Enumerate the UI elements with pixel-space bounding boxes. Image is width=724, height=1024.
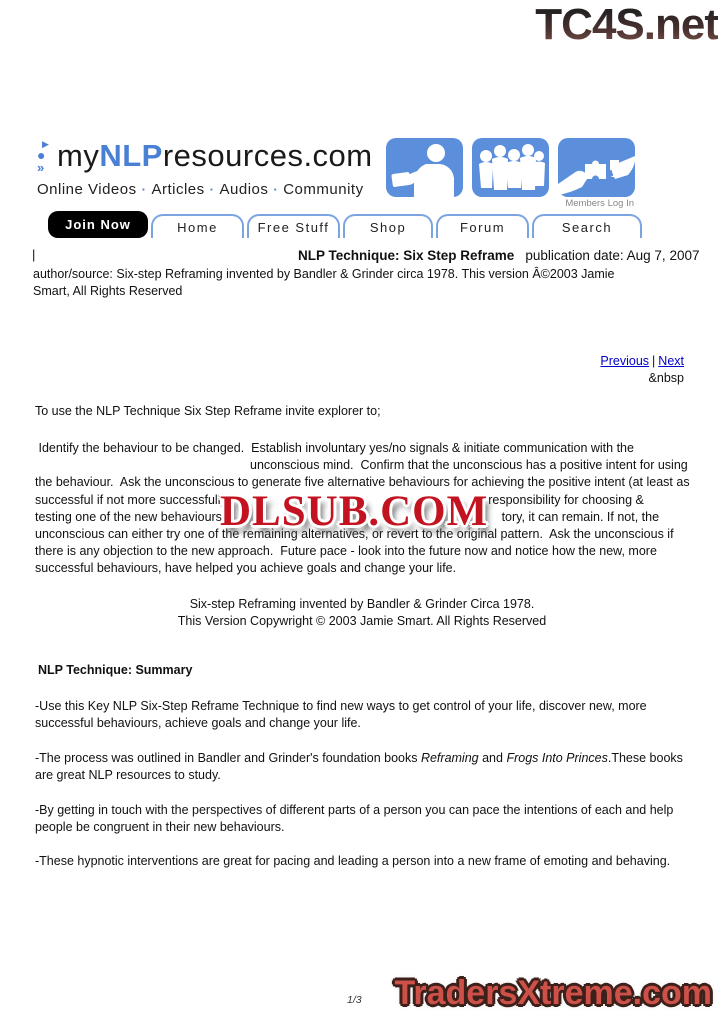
body-line: successful if not more successfully responsibility for choosing & <box>35 492 644 507</box>
summary-paragraph-2: -The process was outlined in Bandler and Grinder's foundation books Reframing and Frogs Into Princes.These books are great NLP resources to study. <box>35 751 683 783</box>
community-people-image[interactable] <box>472 138 549 197</box>
tagline-dot-icon: · <box>273 182 279 197</box>
nbsp-text: &nbsp <box>648 371 684 385</box>
tradersxtreme-watermark-logo: TradersXtreme.com <box>394 974 712 1012</box>
page-number: 1/3 <box>347 994 362 1006</box>
site-tagline: Online Videos · Articles · Audios · Community <box>37 181 364 198</box>
tagline-dot-icon: · <box>141 182 147 197</box>
header-thumbnails <box>386 138 635 197</box>
summary-paragraph-4: -These hypnotic interventions are great for pacing and leading a person into a new frame of emoting and behaving. <box>35 854 671 868</box>
tab-free-stuff[interactable]: Free Stuff <box>247 214 340 238</box>
previous-link[interactable]: Previous <box>600 354 650 368</box>
tc4s-watermark-logo: TC4S.net <box>535 0 718 49</box>
tab-shop[interactable]: Shop <box>343 214 433 238</box>
logo-media-icon <box>37 140 54 173</box>
pagination-links <box>600 353 684 387</box>
intro-line: To use the NLP Technique Six Step Reframe invite explorer to; <box>35 404 381 418</box>
body-line: unconscious can either try one of the remaining alternatives, or revert to the original pattern. Ask the unconscious if <box>35 527 674 542</box>
body-line: unconscious mind. Confirm that the unconscious has a positive intent for using <box>250 458 688 473</box>
book-title-reframing: Reframing <box>420 751 479 765</box>
logo-text: myNLPresources.com <box>57 138 373 173</box>
members-login-link[interactable]: Members Log In <box>565 198 634 209</box>
book-title-frogs: Frogs Into Princes <box>506 751 608 765</box>
tab-forum[interactable]: Forum <box>436 214 529 238</box>
puzzle-hands-image[interactable] <box>558 138 635 197</box>
play-icon: ▶ <box>42 138 49 149</box>
dlsub-watermark: DLSUB.COM <box>220 488 489 535</box>
summary-heading: NLP Technique: Summary <box>38 663 193 677</box>
body-line: there is any objection to the new approach. Future pace - look into the future now and notice how the new, more <box>35 544 657 559</box>
dot-icon: ● <box>37 146 46 163</box>
body-line: testing one of the new behaviours ( tory, it can remain. If not, the <box>35 509 660 524</box>
copyright-block: Six-step Reframing invented by Bandler & Grinder Circa 1978. This Version Copywright © 2003 Jamie Smart. All Rights Reserved <box>177 597 547 629</box>
body-line: successful behaviours, have helped you achieve goals and change your life. <box>35 561 457 576</box>
article-title: NLP Technique: Six Step Reframe <box>298 248 515 263</box>
pipe-character: | <box>32 247 36 262</box>
author-source: author/source: Six-step Reframing invented by Bandler & Grinder circa 1978. This version Â©2003 Jamie Smart, All Rights Reserved <box>33 267 615 299</box>
tab-search[interactable]: Search <box>532 214 642 238</box>
presenter-image[interactable] <box>386 138 463 197</box>
next-link[interactable]: Next <box>658 354 684 368</box>
body-line: Identify the behaviour to be changed. Establish involuntary yes/no signals & initiate communication with the <box>35 441 634 455</box>
body-line: the behaviour. Ask the unconscious to generate five alternative behaviours for achieving the positive intent (at least as <box>35 475 690 490</box>
fast-forward-icon: » <box>37 159 45 175</box>
tab-home[interactable]: Home <box>151 214 244 238</box>
link-separator: | <box>652 354 656 368</box>
tagline-dot-icon: · <box>209 182 215 197</box>
site-logo[interactable] <box>37 138 373 198</box>
tab-join-now[interactable]: Join Now <box>48 211 148 238</box>
summary-paragraph-3: -By getting in touch with the perspectives of different parts of a person you can pace the intentions of each and help people be congruent in their new behaviours. <box>35 803 674 835</box>
publication-date: publication date: Aug 7, 2007 <box>525 248 700 263</box>
summary-paragraph-1: -Use this Key NLP Six-Step Reframe Technique to find new ways to get control of your life, discover new, more successful behaviours, achieve goals and change your life. <box>35 699 647 731</box>
